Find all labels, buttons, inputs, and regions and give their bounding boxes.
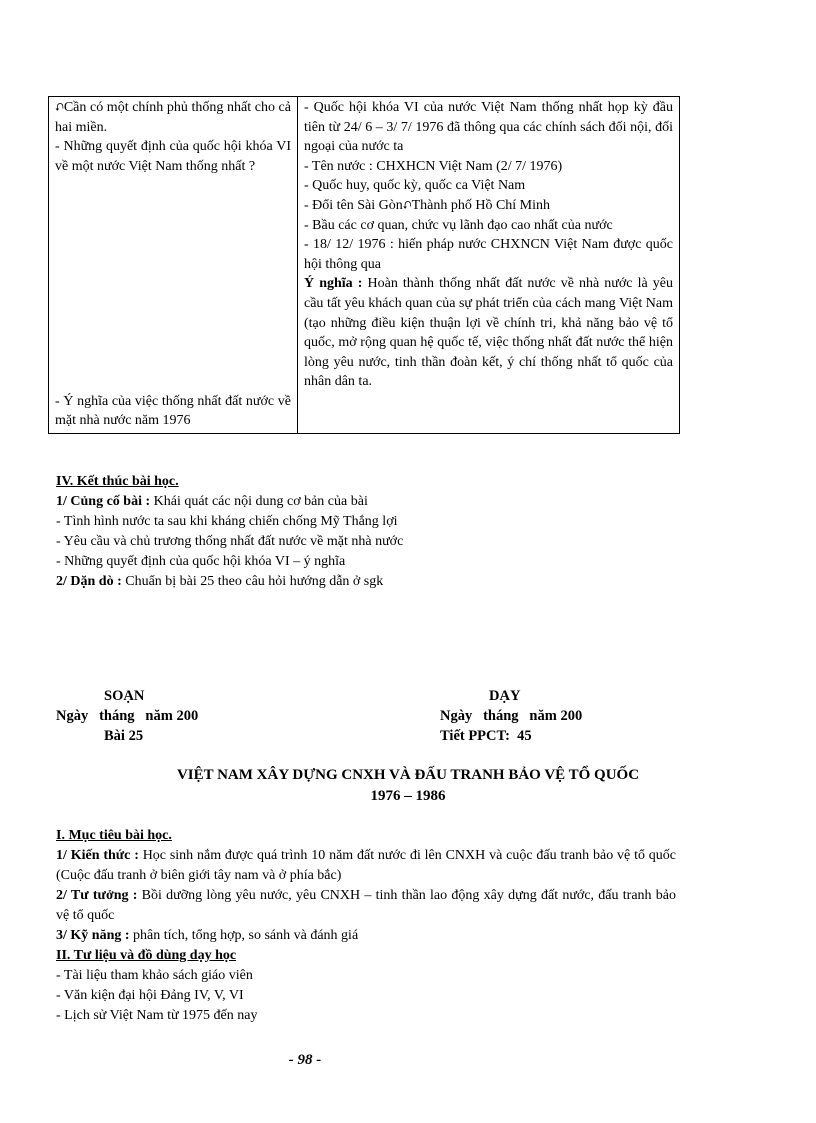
material-item: - Tài liệu tham khảo sách giáo viên <box>56 968 253 983</box>
label-day: DẠY <box>489 688 521 704</box>
period-number: Tiết PPCT: 45 <box>440 728 532 744</box>
answer-symbols: - Quốc huy, quốc kỳ, quốc ca Việt Nam <box>304 178 526 194</box>
ending-section <box>56 472 676 592</box>
ending-bullet: - Yêu cầu và chủ trương thống nhất đất nước về mặt nhà nước <box>56 534 404 549</box>
ending-bullet: - Những quyết định của quốc hội khóa VI – ý nghĩa <box>56 554 346 569</box>
lesson-years: 1976 – 1986 <box>370 788 446 804</box>
question-meaning: - Ý nghĩa của việc thống nhất đất nước về mặt nhà nước năm 1976 <box>55 393 291 429</box>
prep-date: Ngày tháng năm 200 <box>56 708 199 724</box>
answer-rename: - Đổi tên Sài Gòn⮏Thành phố Hồ Chí Minh <box>304 197 551 213</box>
lesson-table <box>48 96 680 434</box>
answer-constitution: - 18/ 12/ 1976 : hiến pháp nước CHXNCN Việt Nam được quốc hội thông qua <box>304 237 673 272</box>
lesson-title: VIỆT NAM XÂY DỰNG CNXH VÀ ĐẤU TRANH BẢO VỆ TỔ QUỐC <box>176 767 640 783</box>
lesson-number: Bài 25 <box>104 728 144 744</box>
answer-elect: - Bầu các cơ quan, chức vụ lãnh đạo cao nhất của nước <box>304 217 613 233</box>
answers-column <box>298 97 680 434</box>
arrow-icon: ⮏ <box>402 198 412 212</box>
label-soan: SOẠN <box>104 688 145 704</box>
objectives-heading: I. Mục tiêu bài học. <box>56 828 172 843</box>
ending-heading: IV. Kết thúc bài học. <box>56 474 179 489</box>
page-number: - 98 - <box>288 1052 322 1068</box>
materials-heading: II. Tư liệu và đồ dùng dạy học <box>56 948 237 963</box>
question-decisions: - Những quyết định của quốc hội khóa VI về một nước Việt Nam thống nhất ? <box>55 139 291 174</box>
answer-meaning: Ý nghĩa : Hoàn thành thống nhất đất nước về nhà nước là yêu cầu tất yêu khách quan của sự phát triển của cách mang Việt Nam (tạo những điều kiện thuận lợi về chính tri, khả năng bảo vệ tổ quốc, mở rộng quan hệ quốc tế, việc thống nhất đất nước thể hiện lòng yêu nước, tinh thần đoàn kết, ý chí thống nhất tổ quốc của nhân dân ta. <box>304 276 673 390</box>
arrow-icon: ⮏ <box>55 101 64 114</box>
homework-item: 2/ Dặn dò : Chuẩn bị bài 25 theo câu hỏi hướng dẫn ở sgk <box>56 574 384 589</box>
material-item: - Lịch sử Việt Nam từ 1975 đến nay <box>56 1008 258 1023</box>
attitude-item: 2/ Tư tưởng : Bồi dưỡng lòng yêu nước, yêu CNXH – tinh thần lao động xây dựng đất nước, đấu tranh bảo vệ tổ quốc <box>56 888 677 923</box>
answer-assembly: - Quốc hội khóa VI của nước Việt Nam thống nhất họp kỳ đầu tiên từ 24/ 6 – 3/ 7/ 1976 đã thông qua các chính sách đối nội, đối ngoại của nước ta <box>304 100 673 155</box>
knowledge-item: 1/ Kiến thức : Học sinh nắm được quá trình 10 năm đất nước đi lên CNXH và cuộc đấu tranh bảo vệ tổ quốc (Cuộc đấu tranh ở biên giới tây nam và ở phía bắc) <box>56 848 676 883</box>
material-item: - Văn kiện đại hội Đảng IV, V, VI <box>56 988 244 1003</box>
objectives-section <box>56 826 676 1026</box>
ending-bullet: - Tình hình nước ta sau khi kháng chiến chống Mỹ Thắng lợi <box>56 514 398 529</box>
answer-country-name: - Tên nước : CHXHCN Việt Nam (2/ 7/ 1976) <box>304 158 563 174</box>
question-need-government: ⮏Cần có một chính phủ thống nhất cho cả hai miền. <box>55 100 291 135</box>
teach-date: Ngày tháng năm 200 <box>440 708 583 724</box>
skills-item: 3/ Kỹ năng : phân tích, tổng hợp, so sánh và đánh giá <box>56 928 359 943</box>
questions-column <box>49 97 298 434</box>
consolidate-item: 1/ Củng cố bài : Khái quát các nội dung cơ bản của bài <box>56 494 368 509</box>
